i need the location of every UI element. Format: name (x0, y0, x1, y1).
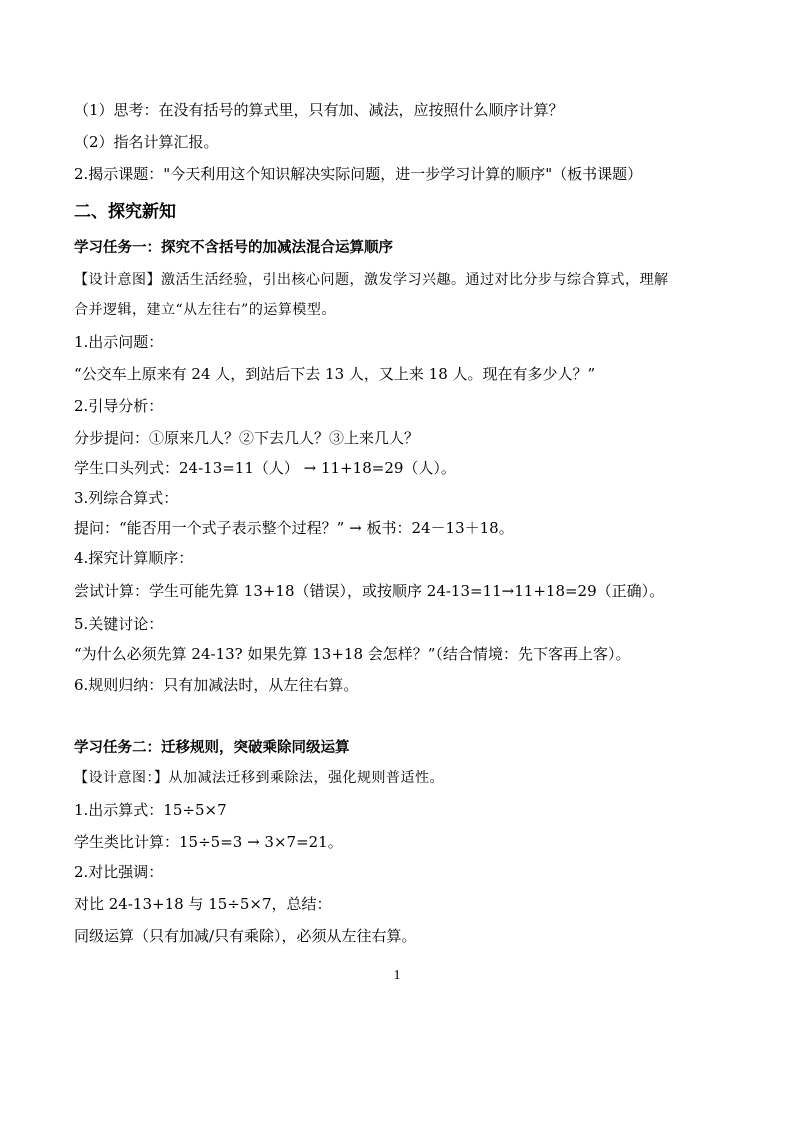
design-intent (74, 270, 734, 290)
text-line: 1.出示问题： (74, 333, 164, 351)
text-line: 2.对比强调： (74, 863, 164, 881)
text-line: “公交车上原来有 24 人，到站后下去 13 人，又上来 18 人。现在有多少人？” (74, 365, 596, 383)
text-line: （1）思考：在没有括号的算式里，只有加、减法，应按照什么顺序计算？ (74, 101, 564, 119)
text-line: 1.出示算式：15÷5×7 (74, 801, 227, 819)
text-line: 学生类比计算：15÷5=3 → 3×7=21。 (74, 833, 343, 851)
section-heading: 二、探究新知 (74, 202, 176, 222)
design-intent-text: 从加减法迁移到乘除法，强化规则普适性。 (168, 770, 444, 786)
text-line: 提问：“能否用一个式子表示整个过程？” → 板书：24－13＋18。 (74, 519, 514, 537)
text-line: 4.探究计算顺序： (74, 549, 194, 567)
design-intent-tag: 【设计意图】 (74, 272, 161, 288)
text-line: 6.规则归纳：只有加减法时，从左往右算。 (74, 676, 359, 694)
design-intent-continued: 合并逻辑，建立“从左往右”的运算模型。 (74, 302, 336, 318)
text-line: 5.关键讨论： (74, 615, 164, 633)
text-line: 分步提问：①原来几人？②下去几人？③上来几人？ (74, 429, 420, 447)
design-intent (74, 768, 734, 788)
text-line: 2.揭示课题："今天利用这个知识解决实际问题，进一步学习计算的顺序"（板书课题） (74, 165, 643, 183)
design-intent-text: 激活生活经验，引出核心问题，激发学习兴趣。通过对比分步与综合算式，理解 (161, 272, 669, 288)
text-line: 同级运算（只有加减/只有乘除），必须从左往右算。 (74, 927, 417, 945)
text-line: 对比 24-13+18 与 15÷5×7，总结： (74, 895, 332, 913)
text-line: 尝试计算：学生可能先算 13+18（错误），或按顺序 24-13=11→11+18=29（正确）。 (74, 582, 665, 600)
task-heading: 学习任务一：探究不含括号的加减法混合运算顺序 (74, 240, 393, 256)
text-line: （2）指名计算汇报。 (74, 133, 219, 151)
page-number: 1 (393, 968, 401, 983)
text-line: “为什么必须先算 24-13? 如果先算 13+18 会怎样？”（结合情境：先下客再上客）。 (74, 645, 631, 663)
task-heading: 学习任务二：迁移规则，突破乘除同级运算 (74, 740, 350, 756)
text-line: 2.引导分析： (74, 397, 164, 415)
design-intent-tag: 【设计意图：】 (74, 770, 169, 786)
text-line: 学生口头列式：24-13=11（人） → 11+18=29（人）。 (74, 459, 456, 477)
text-line: 3.列综合算式： (74, 489, 179, 507)
